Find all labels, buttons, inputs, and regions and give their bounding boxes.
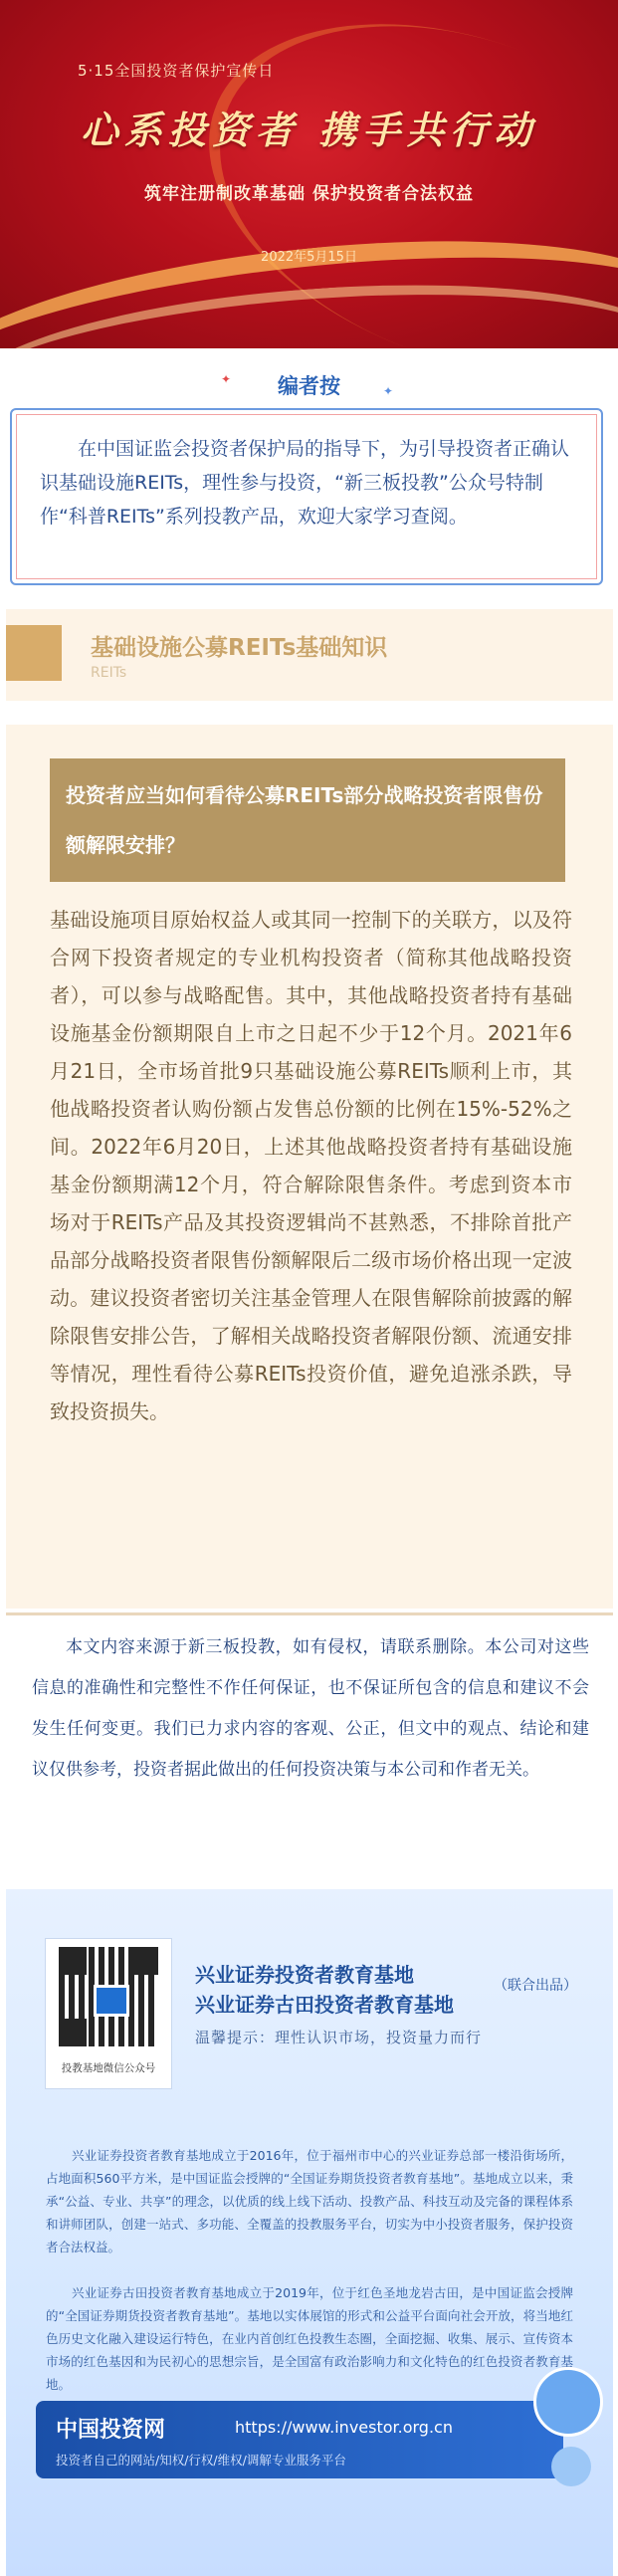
disclaimer-text: 本文内容来源于新三板投教，如有侵权，请联系删除。本公司对这些信息的准确性和完整性不作任何保证，也不保证所包含的信息和建议不会发生任何变更。我们已力求内容的客观、公正，但文中的观点、结论和建议仅供参考，投资者据此做出的任何投资决策与本公司和作者无关。	[32, 1637, 589, 1780]
investor-site-slogan: 投资者自己的网站/知权/行权/维权/调解专业服务平台	[56, 2453, 346, 2468]
footer	[6, 1889, 613, 2576]
editor-note-text: 在中国证监会投资者保护局的指导下，为引导投资者正确认识基础设施REITs，理性参与投资，“新三板投教”公众号特制作“科普REITs”系列投教产品，欢迎大家学习查阅。	[40, 438, 570, 528]
section-header	[6, 609, 613, 701]
divider	[6, 1612, 613, 1615]
qr-logo-icon	[94, 1985, 129, 2017]
editor-note-box	[10, 408, 603, 585]
banner-title: 心系投资者 携手共行动	[80, 107, 538, 152]
base-name-1: 兴业证券投资者教育基地	[195, 1963, 414, 1987]
header-banner	[0, 0, 618, 348]
banner-date: 2022年5月15日	[261, 250, 357, 265]
answer-text: 基础设施项目原始权益人或其同一控制下的关联方，以及符合网下投资者规定的专业机构投资者（简称其他战略投资者），可以参与战略配售。其中，其他战略投资者持有基础设施基金份额期限自上市之日起不少于12个月。2021年6月21日，全市场首批9只基础设施公募REITs顺利上市，其他战略投资者认购份额占发售总份额的比例在15%-52%之间。2022年6月20日，上述其他战略投资者持有基础设施基金份额期满12个月，符合解除限售条件。考虑到资本市场对于REITs产品及其投资逻辑尚不甚熟悉，不排除首批产品部分战略投资者限售份额解限后二级市场价格出现一定波动。建议投资者密切关注基金管理人在限售解除前披露的解除限售安排公告，了解相关战略投资者解限份额、流通安排等情况，理性看待公募REITs投资价值，避免追涨杀跌，导致投资损失。	[50, 908, 572, 1423]
investor-site-banner[interactable]	[36, 2401, 563, 2478]
banner-subtitle: 筑牢注册制改革基础 保护投资者合法权益	[144, 184, 474, 204]
mascot-decoration-icon	[551, 2447, 591, 2486]
editor-note-heading	[0, 370, 618, 400]
sparkle-icon: ✦	[221, 372, 232, 386]
section-subtitle: REITs	[91, 665, 127, 681]
editor-note-label: 编者按	[278, 374, 340, 398]
joint-production-label: （联合出品）	[494, 1978, 577, 1994]
base-name-2: 兴业证券古田投资者教育基地	[195, 1993, 454, 2017]
footer-paragraph: 兴业证券投资者教育基地成立于2016年，位于福州市中心的兴业证券总部一楼沿街场所，占地面积560平方米，是中国证监会授牌的“全国证券期货投资者教育基地”。基地成立以来，秉承“公益、专业、共享”的理念，以优质的线上线下活动、投教产品、科技互动及完备的课程体系和讲师团队，创建一站式、多功能、全覆盖的投教服务平台，切实为中小投资者服务，保护投资者合法权益。	[46, 2148, 573, 2254]
question-box	[50, 758, 565, 882]
mascot-icon	[533, 2367, 603, 2437]
section-marker	[6, 625, 62, 681]
qr-caption: 投教基地微信公众号	[61, 2062, 156, 2074]
qr-code	[46, 1939, 171, 2088]
investor-site-brand: 中国投资网	[56, 2418, 166, 2443]
section-title: 基础设施公募REITs基础知识	[91, 635, 388, 661]
footer-paragraph: 兴业证券古田投资者教育基地成立于2019年，位于红色圣地龙岩古田，是中国证监会授牌的“全国证券期货投资者教育基地”。基地以实体展馆的形式和公益平台面向社会开放，将当地红色历史文化融入建设运行特色，在业内首创红色投教生态圈，全面挖掘、收集、展示、宣传资本市场的红色基因和为民初心的思想宗旨，是全国富有政治影响力和文化特色的红色投资者教育基地。	[46, 2285, 573, 2392]
banner-event-name: 5·15全国投资者保护宣传日	[78, 62, 275, 80]
question-text: 投资者应当如何看待公募REITs部分战略投资者限售份额解限安排？	[66, 783, 543, 857]
reminder-text: 温馨提示：理性认识市场，投资量力而行	[195, 2029, 483, 2046]
investor-site-url[interactable]: https://www.investor.org.cn	[235, 2418, 453, 2437]
sparkle-icon: ✦	[383, 384, 394, 398]
